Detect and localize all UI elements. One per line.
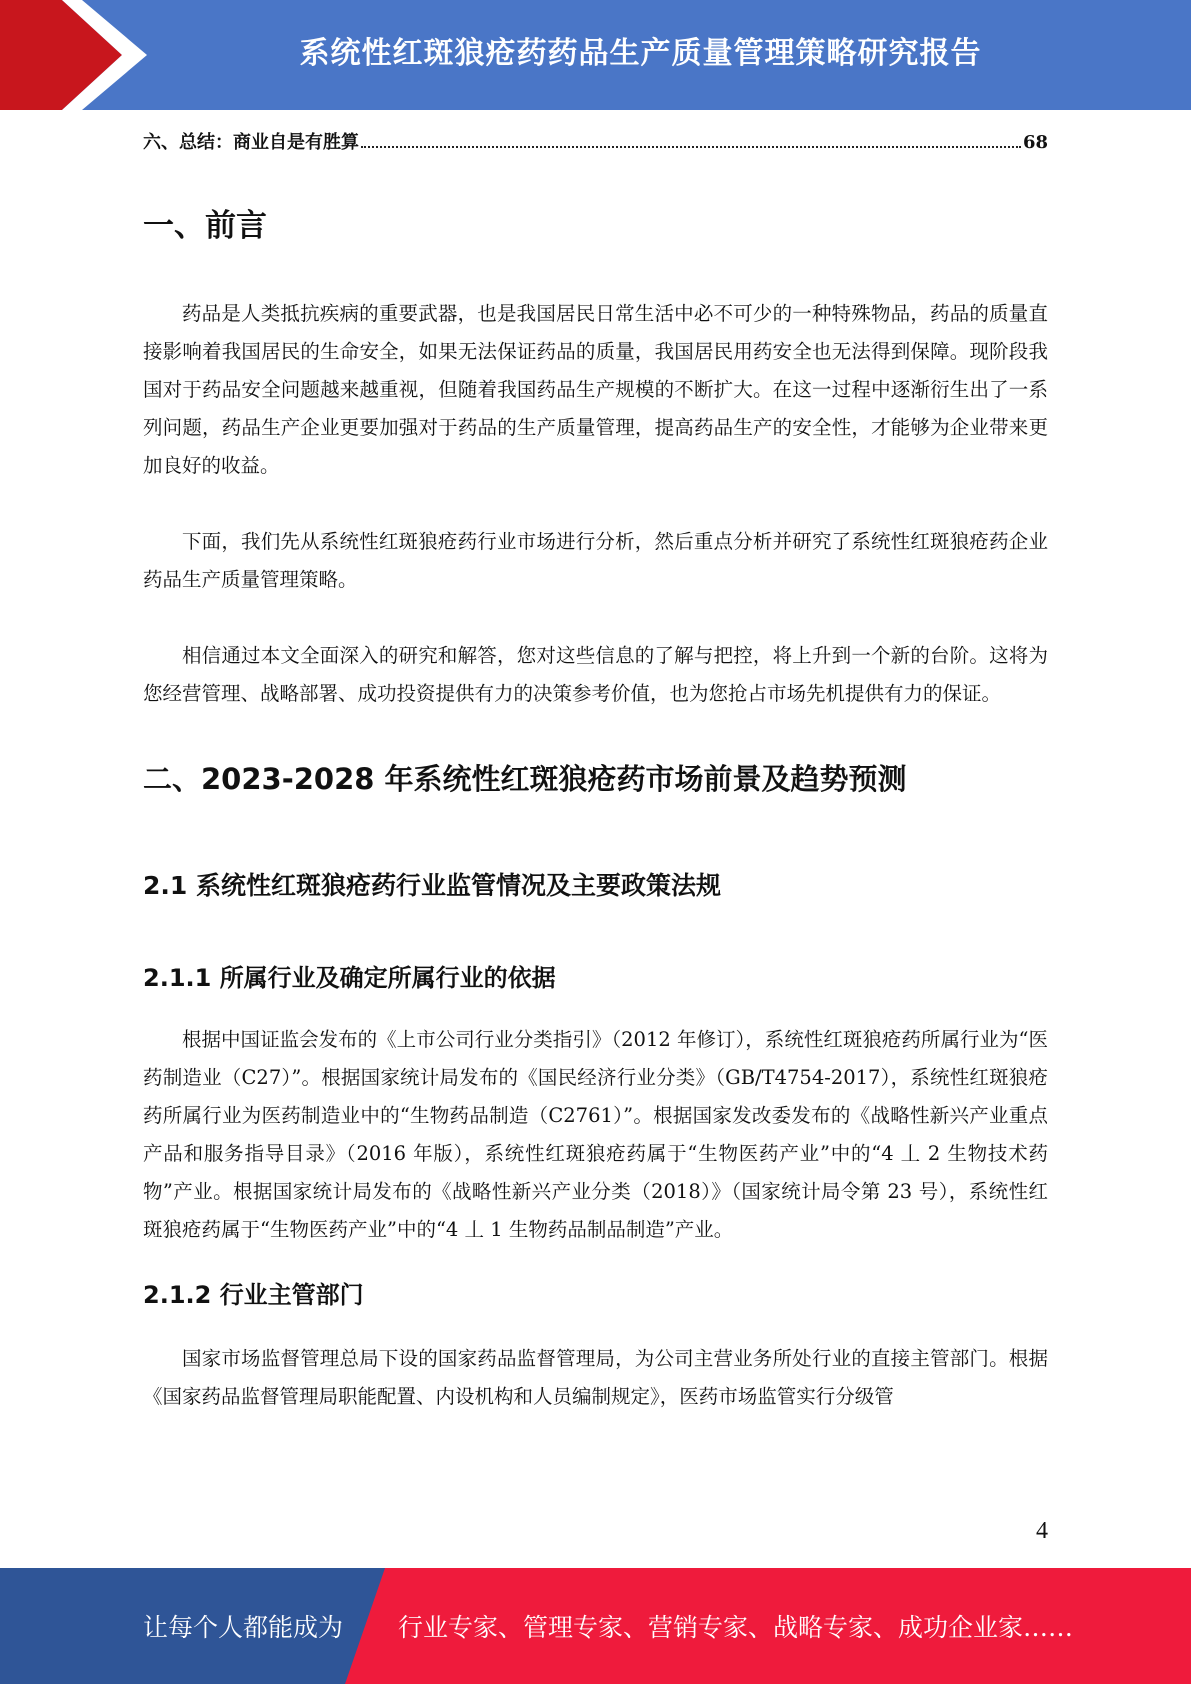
section-heading-2-1-1: 2.1.1 所属行业及确定所属行业的依据 [143, 964, 556, 992]
page-header [0, 0, 1191, 110]
toc-leader-dots [361, 136, 1021, 148]
footer-slogan-left: 让每个人都能成为 [143, 1613, 344, 1642]
toc-entry[interactable] [143, 128, 1048, 160]
page-footer [0, 1568, 1191, 1684]
footer-slogan-right: 行业专家、管理专家、营销专家、战略专家、成功企业家…… [398, 1613, 1074, 1642]
page-content [143, 128, 1048, 1416]
preface-paragraph-3: 相信通过本文全面深入的研究和解答，您对这些信息的了解与把控，将上升到一个新的台阶。这将为您经营管理、战略部署、成功投资提供有力的决策参考价值，也为您抢占市场先机提供有力的保证。 [143, 644, 1048, 705]
page-number: 4 [1036, 1518, 1048, 1544]
document-title: 系统性红斑狼疮药药品生产质量管理策略研究报告 [299, 36, 982, 71]
section-heading-chapter-2: 二、2023-2028 年系统性红斑狼疮药市场前景及趋势预测 [143, 762, 907, 796]
section-2-1-1-paragraph: 根据中国证监会发布的《上市公司行业分类指引》（2012 年修订），系统性红斑狼疮药所属行业为“医药制造业（C27）”。根据国家统计局发布的《国民经济行业分类》（GB/T4754-2017），系统性红斑狼疮药所属行业为医药制造业中的“生物药品制造（C2761）”。根据国家发改委发布的《战略性新兴产业重点产品和服务指导目录》（2016 年版），系统性红斑狼疮药属于“生物医药产业”中的“4 丄 2 生物技术药物”产业。根据国家统计局发布的《战略性新兴产业分类（2018）》（国家统计局令第 23 号），系统性红斑狼疮药属于“生物医药产业”中的“4 丄 1 生物药品制品制造”产业。 [143, 1028, 1048, 1241]
section-heading-preface: 一、前言 [143, 208, 267, 244]
section-2-1-2-paragraph: 国家市场监督管理总局下设的国家药品监督管理局，为公司主营业务所处行业的直接主管部门。根据《国家药品监督管理局职能配置、内设机构和人员编制规定》，医药市场监管实行分级管 [143, 1347, 1048, 1408]
section-heading-2-1: 2.1 系统性红斑狼疮药行业监管情况及主要政策法规 [143, 871, 721, 900]
toc-entry-label: 六、总结：商业自是有胜算 [143, 132, 359, 153]
section-heading-2-1-2: 2.1.2 行业主管部门 [143, 1281, 364, 1309]
toc-entry-page: 68 [1022, 132, 1048, 153]
preface-paragraph-1: 药品是人类抵抗疾病的重要武器，也是我国居民日常生活中必不可少的一种特殊物品，药品的质量直接影响着我国居民的生命安全，如果无法保证药品的质量，我国居民用药安全也无法得到保障。现阶段我国对于药品安全问题越来越重视，但随着我国药品生产规模的不断扩大。在这一过程中逐渐衍生出了一系列问题，药品生产企业更要加强对于药品的生产质量管理，提高药品生产的安全性，才能够为企业带来更加良好的收益。 [143, 302, 1048, 477]
preface-paragraph-2: 下面，我们先从系统性红斑狼疮药行业市场进行分析，然后重点分析并研究了系统性红斑狼疮药企业药品生产质量管理策略。 [143, 530, 1048, 591]
